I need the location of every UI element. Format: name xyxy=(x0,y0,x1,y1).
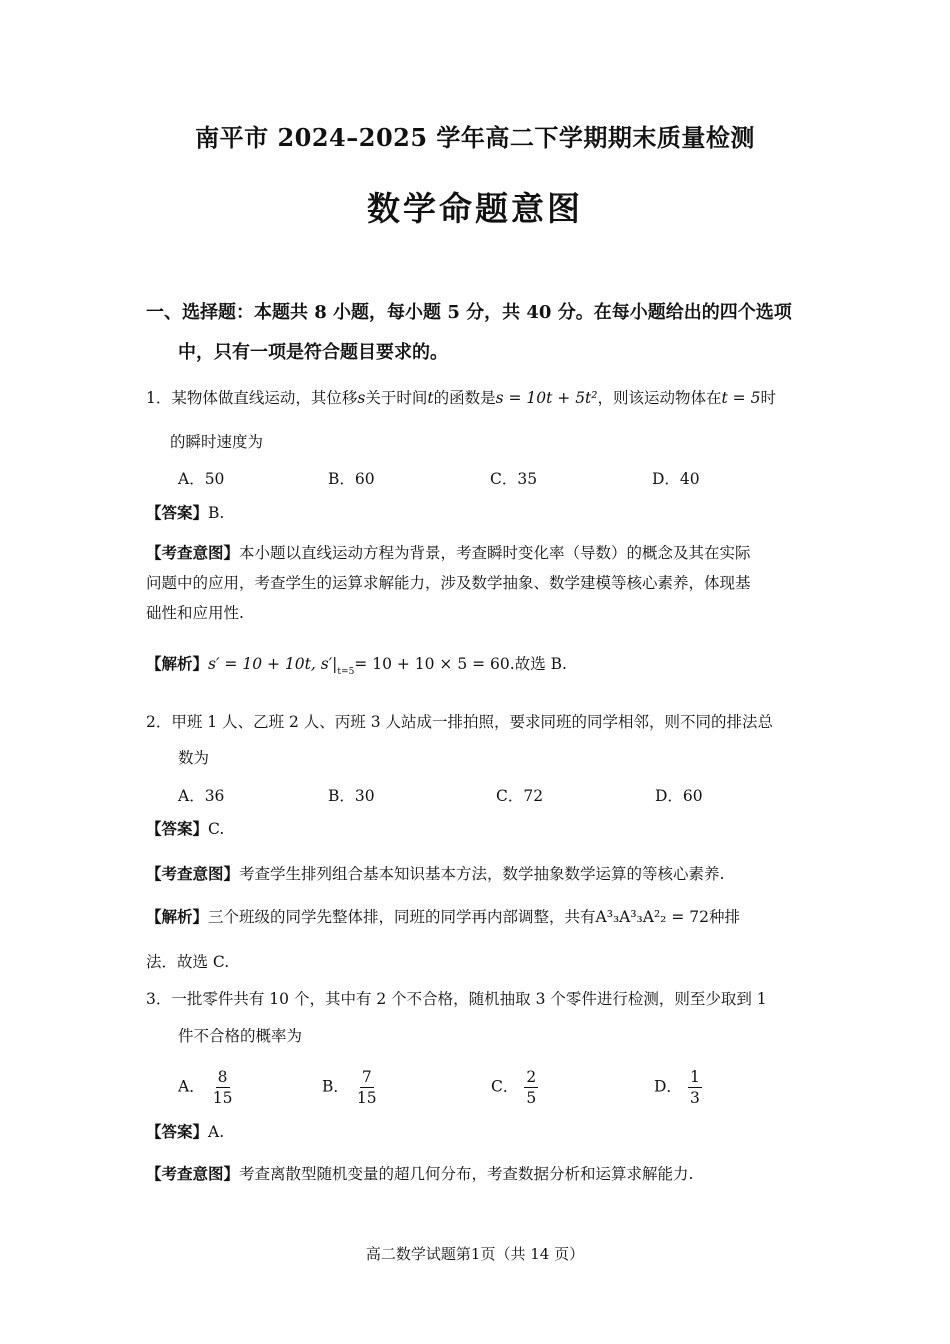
q3-stem-line1: 3．一批零件共有 10 个，其中有 2 个不合格，随机抽取 3 个零件进行检测，则至少取到 1 xyxy=(146,990,767,1008)
q2-option-a: A．36 xyxy=(178,787,225,805)
q3-option-c-denominator: 5 xyxy=(526,1089,537,1107)
q3-option-d xyxy=(654,1067,702,1108)
q1-formula: s = 10t + 5t² xyxy=(495,389,598,407)
q1-option-b: B．60 xyxy=(328,470,375,488)
q2-stem-line1: 2．甲班 1 人、乙班 2 人、丙班 3 人站成一排拍照，要求同班的同学相邻，则不同的排法总 xyxy=(146,713,774,731)
q1-stem-b: 关于时间 xyxy=(365,389,428,407)
section-heading-line2: 中，只有一项是符合题目要求的。 xyxy=(178,342,448,363)
q3-option-d-fraction xyxy=(688,1067,702,1108)
q3-option-b xyxy=(322,1067,379,1108)
q1-answer-label: 【答案】 xyxy=(146,503,209,522)
q2-solution-line2: 法．故选 C. xyxy=(146,953,230,971)
document-title: 南平市 2024–2025 学年高二下学期期末质量检测 xyxy=(195,123,755,152)
q1-solution-label: 【解析】 xyxy=(146,654,209,673)
q1-option-c: C．35 xyxy=(490,470,538,488)
q2-option-b: B．30 xyxy=(328,787,375,805)
q1-solution-conclusion: .故选 B. xyxy=(509,655,567,673)
q1-solution-formula-a: s′ = 10 + 10t, s′| xyxy=(208,655,338,673)
q3-option-a xyxy=(178,1067,234,1108)
q2-option-c: C．72 xyxy=(496,787,544,805)
q3-option-c-label: C． xyxy=(491,1077,519,1096)
q1-var-t: t xyxy=(427,389,434,407)
q3-option-a-label: A． xyxy=(178,1077,205,1096)
q2-answer-value: C. xyxy=(208,820,225,838)
q3-answer-value: A. xyxy=(208,1123,225,1141)
q3-option-d-numerator: 1 xyxy=(689,1068,700,1086)
q2-intent-label: 【考查意图】 xyxy=(146,864,240,883)
q1-stem-c: 的函数是 xyxy=(433,389,496,407)
q1-stem-line2: 的瞬时速度为 xyxy=(170,433,264,451)
q3-intent xyxy=(146,1162,693,1184)
q1-option-d: D．40 xyxy=(652,470,700,488)
q3-option-c-numerator: 2 xyxy=(526,1068,537,1086)
q2-solution-text-b: 种排 xyxy=(708,908,740,926)
q3-option-a-denominator: 15 xyxy=(212,1089,233,1107)
q1-condition: t = 5 xyxy=(721,389,761,407)
q1-intent-line1 xyxy=(146,541,751,563)
q2-answer-label: 【答案】 xyxy=(146,819,209,838)
q3-intent-text: 考查离散型随机变量的超几何分布，考查数据分析和运算求解能力. xyxy=(239,1165,694,1183)
q3-option-c xyxy=(491,1067,538,1108)
q1-intent-text1: 本小题以直线运动方程为背景，考查瞬时变化率（导数）的概念及其在实际 xyxy=(239,544,751,562)
q1-var-s: s xyxy=(357,389,366,407)
page-footer: 高二数学试题第1页（共 14 页） xyxy=(365,1245,585,1263)
q3-option-b-fraction xyxy=(355,1067,379,1108)
q2-solution-text-a: 三个班级的同学先整体排，同班的同学再内部调整，共有 xyxy=(208,908,596,926)
q3-option-b-denominator: 15 xyxy=(356,1089,377,1107)
q2-solution-label: 【解析】 xyxy=(146,907,209,926)
q3-intent-label: 【考查意图】 xyxy=(146,1164,240,1183)
q2-intent-text: 考查学生排列组合基本知识基本方法，数学抽象数学运算的等核心素养. xyxy=(239,865,725,883)
q2-solution-formula: A³₃A³₃A²₂ = 72 xyxy=(595,908,709,926)
q1-solution-subscript: t=5 xyxy=(337,667,355,677)
q1-intent-label: 【考查意图】 xyxy=(146,543,240,562)
q2-solution-line1 xyxy=(146,905,740,927)
q1-stem-line1 xyxy=(146,386,776,408)
q3-option-b-label: B． xyxy=(322,1077,349,1096)
q3-option-b-numerator: 7 xyxy=(361,1068,372,1086)
q3-option-a-numerator: 8 xyxy=(217,1068,228,1086)
document-subtitle: 数学命题意图 xyxy=(367,189,583,228)
q1-stem-d: ，则该运动物体在 xyxy=(597,389,722,407)
q2-option-d: D．60 xyxy=(655,787,703,805)
q3-answer xyxy=(146,1120,224,1142)
q2-answer xyxy=(146,817,224,839)
section-heading-line1: 一、选择题：本题共 8 小题，每小题 5 分，共 40 分。在每小题给出的四个选项 xyxy=(146,302,792,323)
q1-solution-formula-b: = 10 + 10 × 5 = 60 xyxy=(354,655,510,673)
q1-option-a: A．50 xyxy=(178,470,225,488)
q1-intent-line3: 础性和应用性. xyxy=(146,604,244,622)
q2-intent xyxy=(146,862,724,884)
q3-option-c-fraction xyxy=(524,1067,538,1108)
q1-stem-a: 1．某物体做直线运动，其位移 xyxy=(146,389,358,407)
q1-answer-value: B. xyxy=(208,504,225,522)
q1-intent-line2: 问题中的应用，考查学生的运算求解能力，涉及数学抽象、数学建模等核心素养，体现基 xyxy=(146,574,751,592)
q3-option-d-denominator: 3 xyxy=(689,1089,700,1107)
q3-option-d-label: D． xyxy=(654,1077,682,1096)
q3-answer-label: 【答案】 xyxy=(146,1122,209,1141)
q1-stem-e: 时 xyxy=(760,389,776,407)
q3-stem-line2: 件不合格的概率为 xyxy=(178,1027,303,1045)
q2-stem-line2: 数为 xyxy=(178,749,210,767)
q1-solution xyxy=(146,652,567,677)
q1-answer xyxy=(146,501,224,523)
q3-option-a-fraction xyxy=(211,1067,235,1108)
